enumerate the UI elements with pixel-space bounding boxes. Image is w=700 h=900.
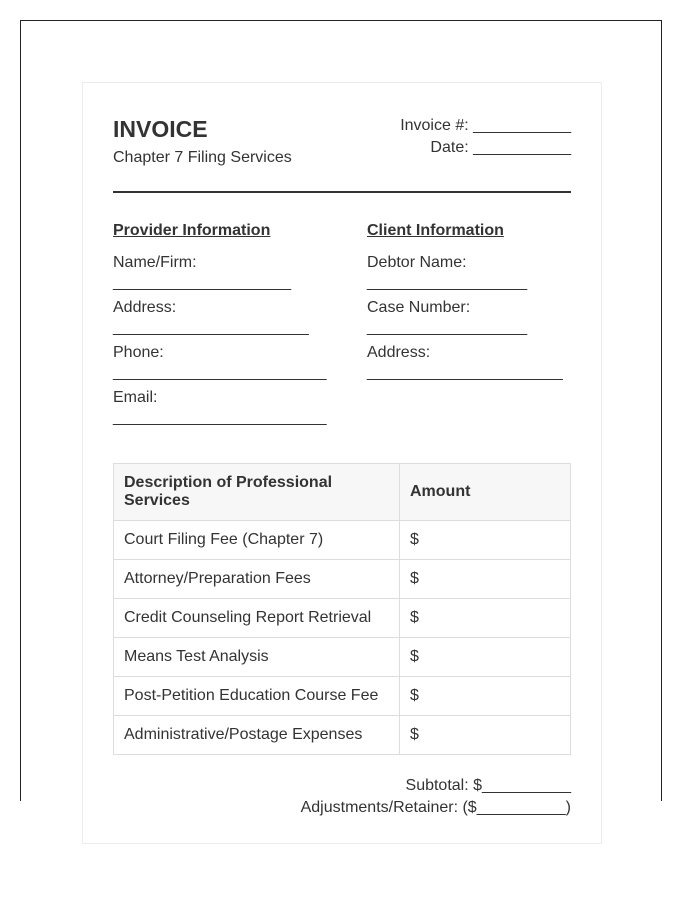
service-description: Attorney/Preparation Fees <box>114 560 400 599</box>
service-description: Administrative/Postage Expenses <box>114 716 400 755</box>
field-label: Name/Firm: <box>113 254 197 271</box>
totals-section <box>301 775 571 819</box>
service-amount: $ <box>400 638 571 677</box>
table-header-row <box>114 464 571 521</box>
invoice-number-field: Invoice #: ___________ <box>400 117 571 134</box>
field-label: Phone: <box>113 344 164 361</box>
client-section <box>367 221 571 387</box>
provider-phone-field <box>113 342 353 387</box>
provider-email-field <box>113 387 353 432</box>
invoice-date-field: Date: ___________ <box>430 139 571 156</box>
provider-name-field <box>113 252 353 297</box>
service-amount: $ <box>400 677 571 716</box>
field-label: Email: <box>113 389 158 406</box>
service-amount: $ <box>400 716 571 755</box>
blank-line: __________________ <box>367 274 528 291</box>
blank-line: ________________________ <box>113 409 327 426</box>
invoice-header <box>113 83 571 193</box>
table-row <box>114 716 571 755</box>
table-row <box>114 599 571 638</box>
service-amount: $ <box>400 521 571 560</box>
field-label: Address: <box>113 299 177 316</box>
table-row <box>114 560 571 599</box>
table-row <box>114 638 571 677</box>
client-debtor-name-field <box>367 252 571 297</box>
invoice-title: INVOICE <box>113 116 208 142</box>
invoice-meta <box>400 115 571 159</box>
document-frame <box>20 20 662 816</box>
services-table <box>113 463 571 755</box>
blank-line: ____________________ <box>113 274 291 291</box>
table-row <box>114 677 571 716</box>
provider-section <box>113 221 353 432</box>
adjustments-line: Adjustments/Retainer: ($__________) <box>300 799 571 816</box>
service-amount: $ <box>400 599 571 638</box>
service-description: Means Test Analysis <box>114 638 400 677</box>
client-heading: Client Information <box>367 222 504 239</box>
client-address-field <box>367 342 571 387</box>
client-case-number-field <box>367 297 571 342</box>
blank-line: ______________________ <box>113 319 309 336</box>
invoice-subtitle: Chapter 7 Filing Services <box>113 149 292 166</box>
service-description: Post-Petition Education Course Fee <box>114 677 400 716</box>
blank-line: ________________________ <box>113 364 327 381</box>
service-description: Court Filing Fee (Chapter 7) <box>114 521 400 560</box>
table-row <box>114 521 571 560</box>
invoice-page <box>82 82 602 844</box>
service-amount: $ <box>400 560 571 599</box>
field-label: Case Number: <box>367 299 471 316</box>
subtotal-line: Subtotal: $__________ <box>405 777 571 794</box>
blank-line: __________________ <box>367 319 528 336</box>
description-column-header: Description of Professional Services <box>114 464 400 521</box>
service-description: Credit Counseling Report Retrieval <box>114 599 400 638</box>
provider-address-field <box>113 297 353 342</box>
provider-heading: Provider Information <box>113 222 271 239</box>
amount-column-header: Amount <box>400 464 571 521</box>
field-label: Debtor Name: <box>367 254 467 271</box>
blank-line: ______________________ <box>367 364 563 381</box>
field-label: Address: <box>367 344 431 361</box>
